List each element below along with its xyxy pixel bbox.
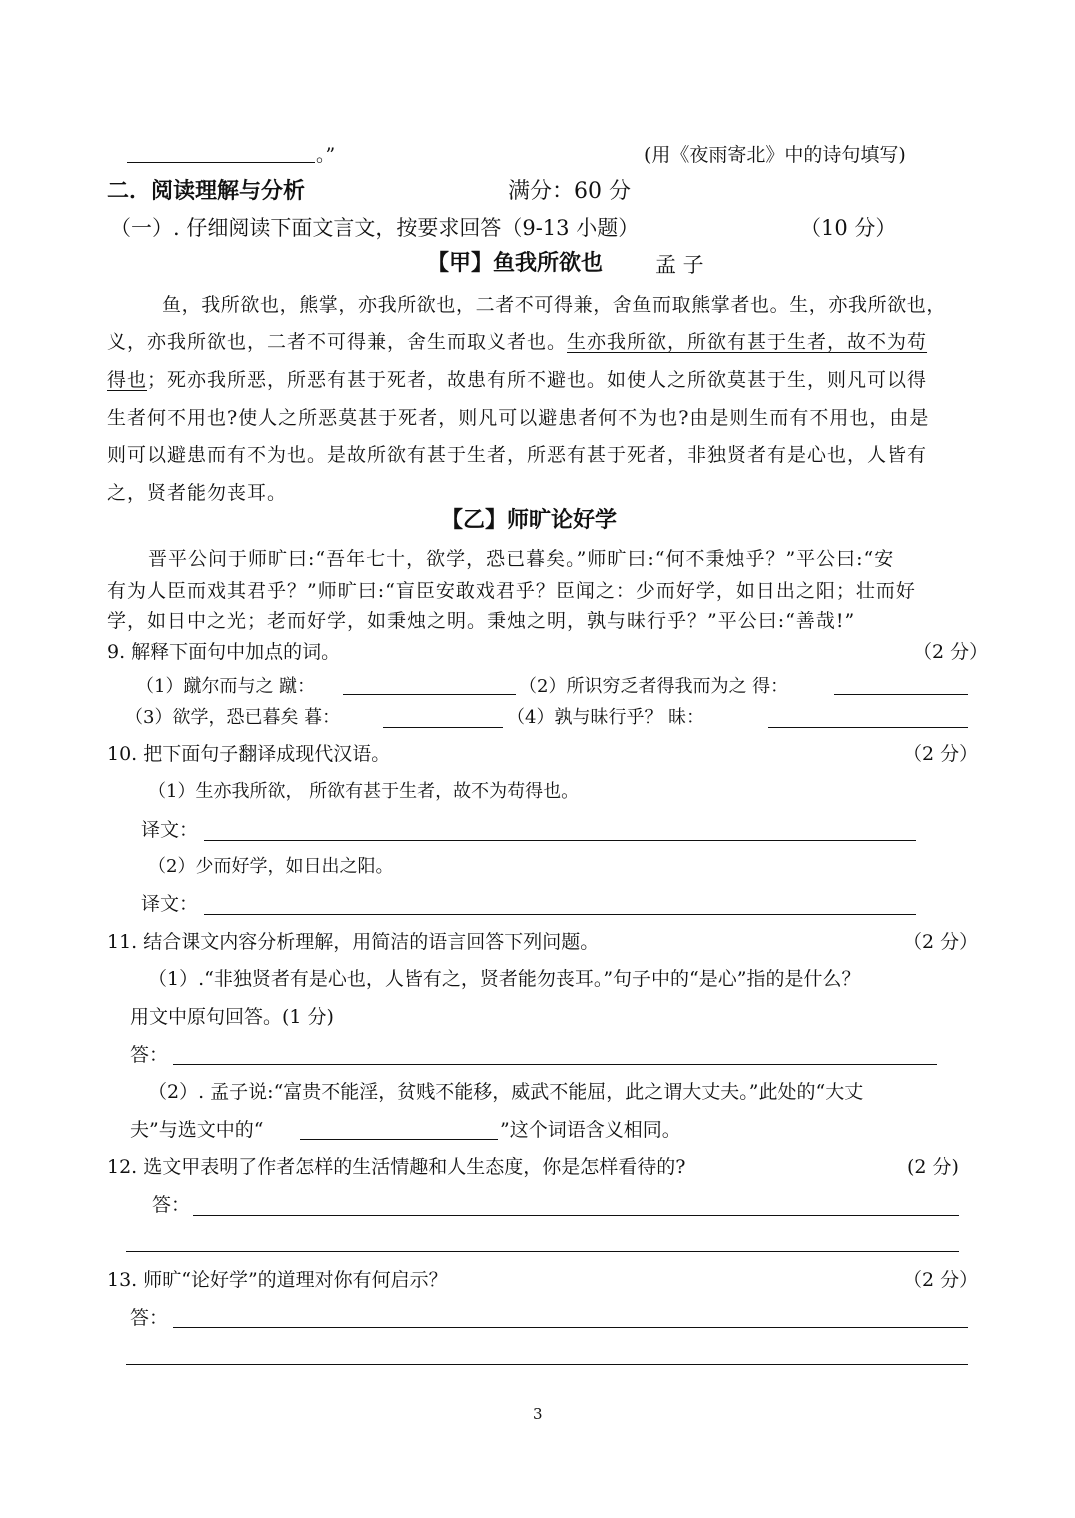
q13-answer-label: 答： — [130, 1307, 169, 1329]
subsection-score: （10 分） — [800, 216, 897, 240]
q9-blank-1[interactable] — [343, 694, 516, 695]
q11-part2-line2b: ”这个词语含义相同。 — [500, 1119, 681, 1141]
q10-score: （2 分） — [903, 743, 979, 765]
passage-a-author: 孟 子 — [655, 253, 704, 277]
q9-blank-4[interactable] — [768, 727, 968, 728]
passage-b-title: 【乙】师旷论好学 — [441, 508, 618, 533]
q9-blank-2[interactable] — [834, 694, 968, 695]
passage-b-line-3: 学，如日中之光；老而好学，如秉烛之明。秉烛之明，孰与昧行乎？”平公曰:“善哉!” — [107, 610, 856, 632]
q11-answer-1-blank[interactable] — [173, 1064, 937, 1065]
q11-part1-line1: （1）.“非独贤者有是心也，人皆有之，贤者能勿丧耳。”句子中的“是心”指的是什么？ — [148, 968, 861, 990]
subsection-title: （一）. 仔细阅读下面文言文，按要求回答（9-13 小题） — [110, 216, 640, 240]
q9-item-2: （2）所识穷乏者得我而为之 得： — [519, 676, 789, 697]
q10-sentence-1: （1）生亦我所欲， 所欲有甚于生者，故不为苟得也。 — [148, 781, 580, 802]
passage-a-line-5: 则可以避患而有不为也。是故所欲有甚于生者，所恶有甚于死者，非独贤者有是心也，人皆有 — [107, 444, 928, 466]
page-number: 3 — [533, 1405, 543, 1423]
poem-answer-blank[interactable] — [127, 162, 315, 163]
passage-a-line-2: 义，亦我所欲也，二者不可得兼，舍生而取义者也。生亦我所欲，所欲有甚于生者，故不为苟 — [107, 331, 928, 353]
q11-part2-line1: （2）. 孟子说:“富贵不能淫，贫贱不能移，威武不能屈，此之谓大丈夫。”此处的“大丈 — [148, 1081, 864, 1103]
q10-sentence-2: （2）少而好学，如日出之阳。 — [148, 856, 394, 877]
q11-answer-label-1: 答： — [130, 1044, 169, 1066]
q12-score: (2 分) — [907, 1156, 959, 1178]
q9-blank-3[interactable] — [383, 727, 503, 728]
q12-stem: 12. 选文甲表明了作者怎样的生活情趣和人生态度，你是怎样看待的? — [107, 1156, 686, 1178]
q13-stem: 13. 师旷“论好学”的道理对你有何启示？ — [107, 1269, 448, 1291]
q10-stem: 10. 把下面句子翻译成现代汉语。 — [107, 743, 391, 765]
q10-translation-2-blank[interactable] — [204, 914, 916, 915]
q12-answer-label: 答： — [152, 1194, 191, 1216]
q12-answer-line-2[interactable] — [126, 1251, 959, 1252]
q10-translation-label-1: 译文： — [141, 819, 199, 841]
q10-translation-1-blank[interactable] — [204, 840, 916, 841]
q11-term-blank[interactable] — [300, 1139, 498, 1140]
section-score: 满分：60 分 — [508, 179, 631, 204]
q10-translation-label-2: 译文： — [141, 893, 199, 915]
passage-b-line-1: 晋平公问于师旷曰:“吾年七十，欲学，恐已暮矣。”师旷曰:“何不秉烛乎？”平公曰:“安 — [148, 548, 895, 570]
passage-a-line-4: 生者何不用也?使人之所恶莫甚于死者，则凡可以避患者何不为也?由是则生而有不用也，由是 — [107, 407, 930, 429]
q13-answer-line-1[interactable] — [173, 1327, 968, 1328]
underlined-sentence: 生亦我所欲，所欲有甚于生者，故不为苟 — [567, 331, 928, 353]
poem-fill-note: (用《夜雨寄北》中的诗句填写) — [644, 144, 906, 166]
poem-closing-quote: 。” — [316, 144, 336, 166]
passage-a-line-1: 鱼，我所欲也，熊掌，亦我所欲也，二者不可得兼，舍鱼而取熊掌者也。生，亦我所欲也， — [162, 294, 947, 316]
q9-item-4: （4）孰与昧行乎？ 昧： — [507, 707, 705, 728]
q13-answer-line-2[interactable] — [126, 1364, 968, 1365]
passage-b-line-2: 有为人臣而戏其君乎？”师旷曰:“盲臣安敢戏君乎？臣闻之：少而好学，如日出之阳；壮而好 — [107, 580, 916, 602]
q9-item-3: （3）欲学，恐已暮矣 暮： — [125, 707, 341, 728]
q11-score: （2 分） — [903, 931, 979, 953]
q11-stem: 11. 结合课文内容分析理解，用简洁的语言回答下列问题。 — [107, 931, 600, 953]
q11-part1-line2: 用文中原句回答。(1 分) — [130, 1006, 334, 1028]
q9-stem: 9. 解释下面句中加点的词。 — [107, 641, 341, 663]
section-title: 二．阅读理解与分析 — [107, 179, 306, 204]
q12-answer-line-1[interactable] — [193, 1215, 959, 1216]
q11-part2-line2a: 夫”与选文中的“ — [130, 1119, 264, 1141]
passage-a-title: 【甲】鱼我所欲也 — [427, 251, 604, 276]
passage-a-line-3: 得也；死亦我所恶，所恶有甚于死者，故患有所不避也。如使人之所欲莫甚于生，则凡可以得 — [107, 369, 928, 391]
passage-a-line-6: 之，贤者能勿丧耳。 — [107, 482, 288, 504]
q13-score: （2 分） — [903, 1269, 979, 1291]
q9-item-1: （1）蹴尔而与之 蹴： — [136, 676, 316, 697]
q9-score: （2 分） — [913, 641, 989, 663]
underlined-sentence-end: 得也 — [107, 369, 148, 391]
